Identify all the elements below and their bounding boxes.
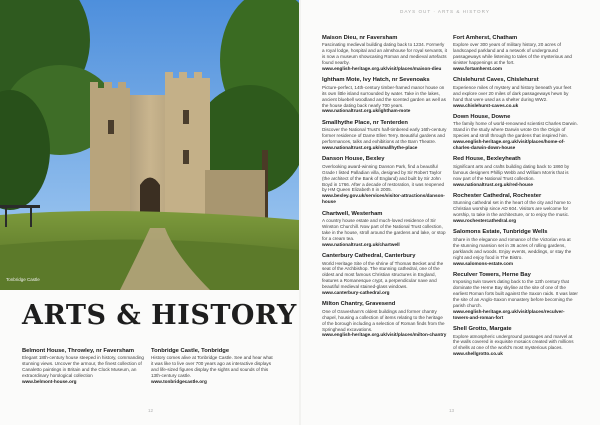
listing-description: Experience miles of mystery and history beneath your feet and explore over 20 miles of dark passageways hewn by hand that were used as a shelter during WW2. <box>453 84 572 102</box>
listing-name: Rochester Cathedral, Rochester <box>453 192 542 199</box>
listing-entry <box>453 114 578 151</box>
listing-url[interactable]: www.canterbury-cathedral.org <box>322 290 390 296</box>
listing-name: Ightham Mote, Ivy Hatch, nr Sevenoaks <box>322 77 430 84</box>
listing-description: Imposing twin towers dating back to the 12th century that dominate the Herne Bay skyline at the site of one of the earliest Roman forts built against the Saxon raids. It was later the site of an Anglo-Saxon monastery before becoming the parish church. <box>453 279 578 308</box>
listing-name: Maison Dieu, nr Faversham <box>322 35 398 41</box>
listing-name: Danson House, Bexley <box>322 156 385 163</box>
listing-entry <box>322 211 447 248</box>
listing-name: Belmont House, Throwley, nr Faversham <box>22 348 134 354</box>
listing-url[interactable]: www.english-heritage.org.uk/visit/places/reculver-towers-and-roman-fort <box>453 308 565 320</box>
listing-entry <box>453 272 578 321</box>
listing-url[interactable]: www.nationaltrust.org.uk/ightham-mote <box>322 108 411 114</box>
listing-description: Discover the National Trust's half-timbered early 16th-century former residence of Dame Ellen Terry. Beautiful gardens and performances, talks and exhibitions at the Barn Theatre. <box>322 127 447 145</box>
listing-entry <box>453 193 578 224</box>
listing-url[interactable]: www.shellgrotto.co.uk <box>453 351 503 357</box>
listing-url[interactable]: www.english-heritage.org.uk/visit/places/home-of-charles-darwin-down-house <box>453 139 565 150</box>
listing-description: A country house estate and much-loved residence of Sir Winston Churchill. Now part of the National Trust collection, take in the house, stroll around the gardens and lake, or stop for a cream tea. <box>322 218 446 241</box>
listing-entry <box>453 156 578 187</box>
listing-entry <box>322 77 447 114</box>
listing-url[interactable]: www.fortamherst.com <box>453 66 503 72</box>
listing-name: Salomons Estate, Tunbridge Wells <box>453 229 548 236</box>
listing-description: Explore over 300 years of military history, 20 acres of landscaped parkland and a network of underground passageways while listening to tales of the mysterious and sinister happenings at the fort. <box>453 42 572 66</box>
listing-name: Shell Grotto, Margate <box>453 326 512 333</box>
listing-url[interactable]: www.nationaltrust.org.uk/smallhythe-place <box>322 145 418 150</box>
listing-entry <box>322 301 447 338</box>
listing-description: The family home of world-renowned scientist Charles Darwin. Stand in the study where Darwin wrote On the Origin of Species and stroll through the gardens that inspired him. <box>453 121 578 139</box>
listing-entry <box>322 156 447 205</box>
listing-description: Stunning cathedral set in the heart of the city and home to Christian worship since AD 604. Visitors are welcome for worship, to take in the architecture, or to enjoy the music. <box>453 200 571 218</box>
castle-photo <box>0 0 299 290</box>
listing-url[interactable]: www.english-heritage.org.uk/visit/places/milton-chantry <box>322 332 447 338</box>
listing-url[interactable]: www.bexley.gov.uk/services/visitor-attractions/danson-house <box>322 193 445 205</box>
page-gutter <box>299 0 301 425</box>
listing-entry <box>453 326 578 357</box>
listing-description: Picture-perfect, 14th-century timber-framed manor house on its own little island surrounded by water. Take in the lakes, ancient bluebell woodland and the scented garden as well as the house dating back nearly 700 years. <box>322 84 446 108</box>
listing-entry <box>453 229 578 266</box>
right-column-1 <box>322 35 447 344</box>
left-column-2 <box>151 348 275 391</box>
castle-illustration <box>0 0 299 290</box>
listing-description: Elegant 18th-century house steeped in history, commanding stunning views. Uncover the armour, the finest collection of Canaletto paintings in Britain and the Clock Museum, an extraordinary horological collection <box>22 355 144 379</box>
listing-name: Down House, Downe <box>453 113 511 120</box>
listing-name: Milton Chantry, Gravesend <box>322 301 396 308</box>
listing-entry <box>322 120 447 151</box>
listing-entry <box>453 35 578 72</box>
running-head: DAYS OUT · ARTS & HISTORY <box>400 9 490 14</box>
listing-entry <box>453 77 578 108</box>
listing-entry <box>322 35 447 72</box>
photo-credit: Tonbridge Castle <box>6 277 40 282</box>
listing-description: Explore atmospheric underground passages and marvel at the walls covered in exquisite mosaics created with millions of shells at one of the world's most mysterious places. <box>453 333 574 351</box>
listing-url[interactable]: www.nationaltrust.org.uk/chartwell <box>322 241 400 247</box>
listing-name: Canterbury Cathedral, Canterbury <box>322 253 416 260</box>
listing-url[interactable]: www.nationaltrust.org.uk/red-house <box>453 181 534 187</box>
listing-url[interactable]: www.tonbridgecastle.org <box>151 379 207 385</box>
listing-entry <box>22 348 146 385</box>
listing-name: Fort Amherst, Chatham <box>453 35 518 41</box>
listing-name: Smallhythe Place, nr Tenterden <box>322 119 408 126</box>
section-title: ARTS & HISTORY <box>22 300 297 331</box>
right-column-2 <box>453 35 578 363</box>
listing-description: Overlooking award-winning Danson Park, find a beautiful Grade I listed Palladian villa, designed by Sir Robert Taylor (the architect of the Bank of England) and built by Sir John Boyd in 1766. After a decade of restoration, it was reopened by HM Queen Elizabeth II in 2005. <box>322 163 445 193</box>
listing-url[interactable]: www.belmont-house.org <box>22 379 77 385</box>
listing-description: Share in the elegance and romance of the Victorian era at the stunning mansion set in 36 acres of rolling gardens, parklands and woods. Enjoy events, weddings, or stay the night and enjoy food in The Bistro. <box>453 236 572 260</box>
left-column-1 <box>22 348 146 391</box>
listing-url[interactable]: www.rochestercathedral.org <box>453 218 517 224</box>
page-number-right: 13 <box>449 408 455 413</box>
listing-description: Fascinating medieval building dating back to 1234. Formerly a royal lodge, hospital and an almshouse for royal servants, it is now a museum showcasing Roman and medieval artefacts found nearby. <box>322 42 447 66</box>
listing-description: One of Gravesham's oldest buildings and former chantry chapel, housing a collection of items relating to the heritage of the borough including a selection of Roman finds from the Springhead excavations. <box>322 308 445 332</box>
listing-name: Chartwell, Westerham <box>322 210 383 217</box>
listing-description: World Heritage Site of the shrine of Thomas Becket and the seat of the Archbishop. The stunning cathedral, one of the oldest and most famous Christian structures in England, features a Romanesque crypt, a perpendicular nave and beautiful medieval stained-glass windows. <box>322 260 444 290</box>
listing-entry <box>151 348 275 385</box>
page-number-left: 12 <box>148 408 154 413</box>
listing-url[interactable]: www.salomons-estate.com <box>453 260 513 266</box>
listing-name: Reculver Towers, Herne Bay <box>453 271 531 278</box>
listing-entry <box>322 253 447 296</box>
listing-url[interactable]: www.english-heritage.org.uk/visit/places/maison-dieu <box>322 66 442 72</box>
listing-url[interactable]: www.chislehurst-caves.co.uk <box>453 102 519 108</box>
listing-description: History comes alive at Tonbridge Castle. See and hear what it was like to live over 700 years ago as interactive displays and life-sized figures display the sights and sounds of this 13th-century castle. <box>151 355 273 379</box>
listing-name: Red House, Bexleyheath <box>453 156 521 163</box>
listing-name: Chislehurst Caves, Chislehurst <box>453 77 539 84</box>
listing-name: Tonbridge Castle, Tonbridge <box>151 348 230 354</box>
listing-description: Significant arts and crafts building dating back to 1860 by famous designers Phillip Webb and William Morris that is now part of the National Trust collection. <box>453 163 570 181</box>
